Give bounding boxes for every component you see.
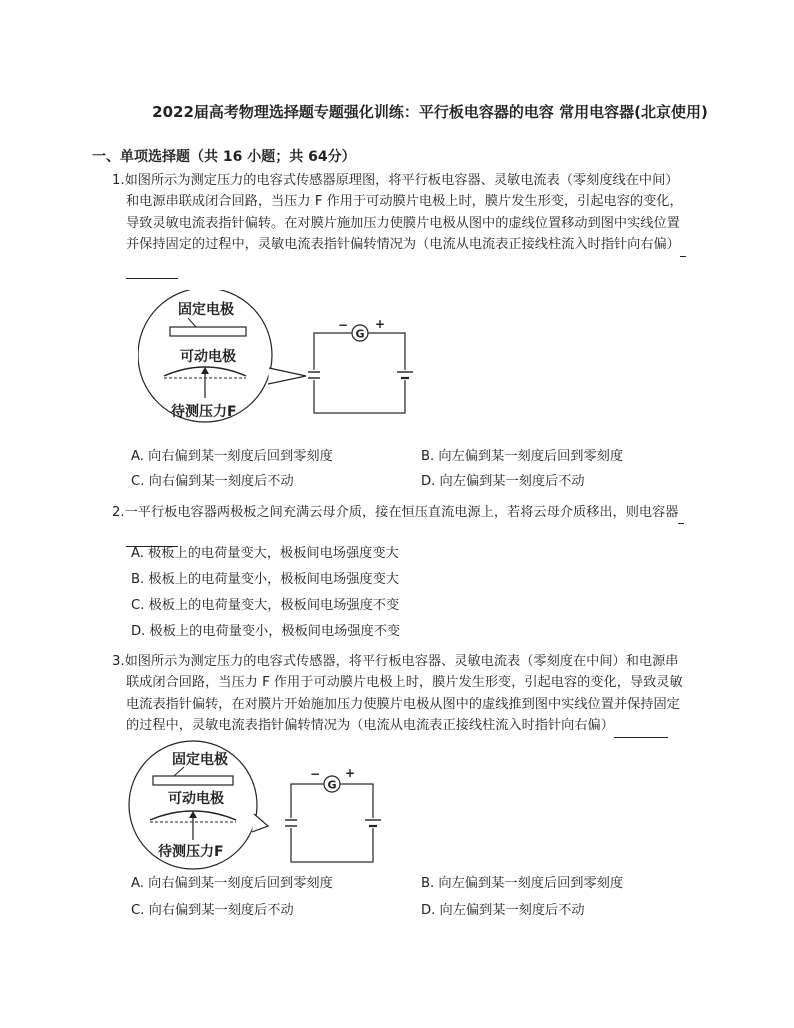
movable-electrode-label: 可动电极 bbox=[180, 349, 236, 365]
circuit-loop bbox=[291, 784, 373, 862]
question-line: 一平行板电容器两极板之间充满云母介质，接在恒压直流电源上，若将云母介质移出，则电容器 bbox=[124, 505, 679, 520]
force-arrowhead bbox=[189, 811, 197, 818]
fixed-electrode-leader bbox=[174, 767, 184, 776]
question-3 bbox=[112, 651, 732, 738]
plus-terminal: + bbox=[375, 317, 386, 331]
question-line: 并保持固定的过程中，灵敏电流表指针偏转情况为（电流从电流表正接线柱流入时指针向右偏） bbox=[126, 237, 680, 253]
force-arrowhead bbox=[201, 367, 209, 374]
question-line: 和电源串联成闭合回路，当压力 F 作用于可动膜片电极上时，膜片发生形变，引起电容的变化， bbox=[126, 194, 683, 210]
fixed-electrode-plate bbox=[170, 327, 246, 336]
answer-blank-start bbox=[678, 502, 684, 524]
movable-electrode-label: 可动电极 bbox=[168, 791, 224, 807]
q2-option-b: B. 极板上的电荷量变小，极板间电场强度变大 bbox=[131, 572, 399, 587]
q2-option-d: D. 极板上的电荷量变小，极板间电场强度不变 bbox=[131, 624, 401, 639]
galvanometer-letter: G bbox=[355, 327, 365, 341]
fixed-electrode-leader bbox=[188, 318, 196, 327]
figure-1 bbox=[138, 290, 420, 428]
fixed-electrode-label: 固定电极 bbox=[178, 302, 234, 318]
plus-terminal: + bbox=[345, 766, 356, 780]
minus-terminal: − bbox=[310, 767, 321, 781]
force-label: 待测压力F bbox=[158, 844, 224, 860]
question-line: 如图所示为测定压力的电容式传感器，将平行板电容器、灵敏电流表（零刻度在中间）和电源串 bbox=[124, 654, 679, 669]
question-line: 联成闭合回路，当压力 F 作用于可动膜片电极上时，膜片发生形变，引起电容的变化，导致灵敏 bbox=[126, 675, 683, 691]
minus-terminal: − bbox=[338, 318, 349, 332]
question-number: 1. bbox=[112, 173, 125, 188]
question-line: 如图所示为测定压力的电容式传感器原理图，将平行板电容器、灵敏电流表（零刻度线在中间） bbox=[124, 173, 679, 188]
section-heading: 一、单项选择题（共 16 小题；共 64分） bbox=[92, 149, 356, 165]
question-line: 的过程中，灵敏电流表指针偏转情况为（电流从电流表正接线柱流入时指针向右偏） bbox=[126, 718, 614, 734]
question-2 bbox=[112, 502, 732, 547]
question-number: 2. bbox=[112, 505, 125, 520]
fixed-electrode-label: 固定电极 bbox=[172, 752, 228, 768]
q1-option-c: C. 向右偏到某一刻度后不动 bbox=[131, 474, 294, 489]
document-title: 2022届高考物理选择题专题强化训练：平行板电容器的电容 常用电容器(北京使用) bbox=[152, 103, 708, 121]
q3-option-a: A. 向右偏到某一刻度后回到零刻度 bbox=[131, 876, 333, 891]
magnifier-pointer bbox=[268, 368, 306, 384]
q1-option-d: D. 向左偏到某一刻度后不动 bbox=[421, 474, 585, 489]
q1-option-a: A. 向右偏到某一刻度后回到零刻度 bbox=[131, 449, 333, 464]
answer-blank bbox=[614, 715, 668, 737]
q3-option-c: C. 向右偏到某一刻度后不动 bbox=[131, 903, 294, 918]
question-line: 电流表指针偏转，在对膜片开始施加压力使膜片电极从图中的虚线推到图中实线位置并保持固定 bbox=[126, 696, 680, 712]
answer-blank-start bbox=[680, 234, 686, 256]
fixed-electrode-plate bbox=[153, 776, 233, 785]
q1-option-b: B. 向左偏到某一刻度后回到零刻度 bbox=[421, 449, 624, 464]
q2-option-c: C. 极板上的电荷量变大，极板间电场强度不变 bbox=[131, 598, 400, 613]
galvanometer-letter: G bbox=[327, 778, 337, 792]
q3-option-b: B. 向左偏到某一刻度后回到零刻度 bbox=[421, 876, 624, 891]
magnifier-pointer bbox=[252, 814, 268, 832]
circuit-loop bbox=[314, 333, 405, 413]
q3-option-d: D. 向左偏到某一刻度后不动 bbox=[421, 903, 585, 918]
q2-option-a: A. 极板上的电荷量变大，极板间电场强度变大 bbox=[131, 546, 399, 561]
question-line: 导致灵敏电流表指针偏转。在对膜片施加压力使膜片电极从图中的虚线位置移动到图中实线位置 bbox=[126, 215, 680, 231]
question-number: 3. bbox=[112, 654, 125, 669]
answer-blank bbox=[126, 257, 178, 279]
figure-3 bbox=[126, 740, 396, 872]
force-label: 待测压力F bbox=[171, 404, 237, 420]
question-1 bbox=[112, 170, 732, 279]
